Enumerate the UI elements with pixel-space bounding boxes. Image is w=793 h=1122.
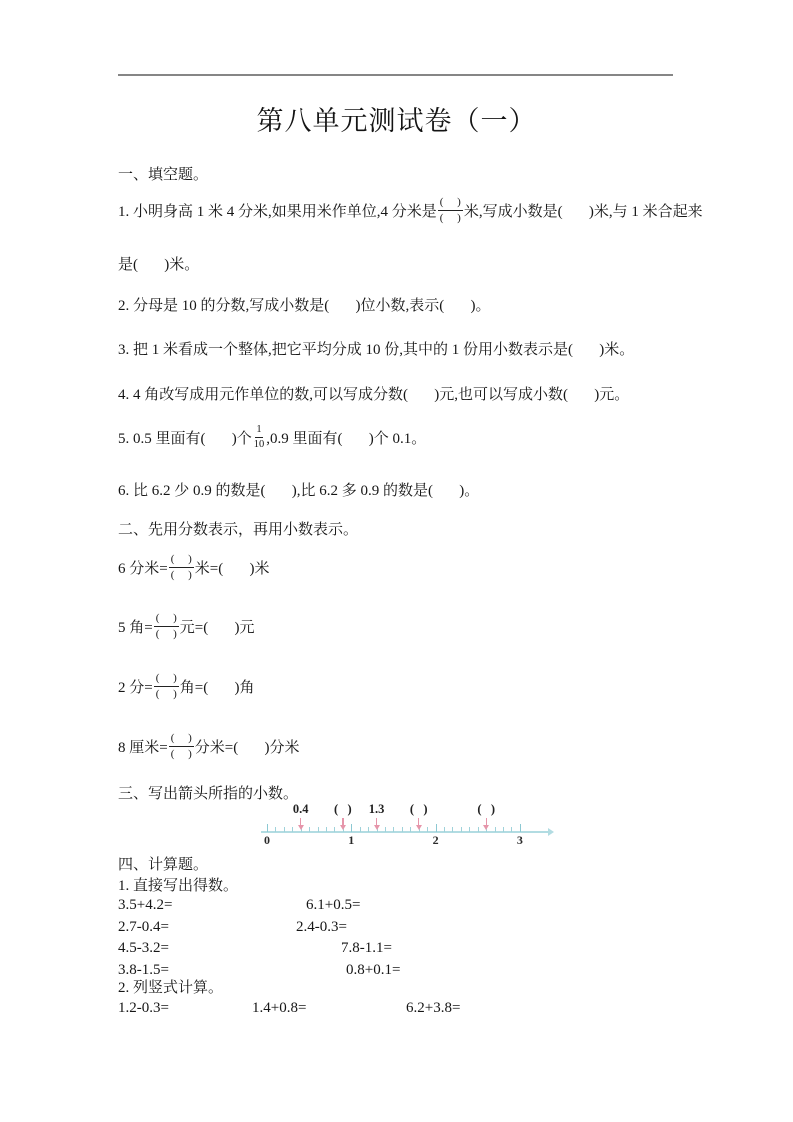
down-arrow-icon xyxy=(415,818,423,830)
axis-tick xyxy=(360,827,361,832)
axis-tick xyxy=(436,824,437,832)
conversion-post: 分米=( )分米 xyxy=(194,739,300,756)
axis-tick xyxy=(393,827,394,832)
axis-tick xyxy=(410,827,411,832)
calc-item: 1.2-0.3= xyxy=(118,1000,169,1016)
axis-tick xyxy=(292,827,293,832)
arrow-value-label: 1.3 xyxy=(368,802,385,816)
axis-tick xyxy=(267,824,268,832)
fraction-denominator-blank: ( ) xyxy=(170,569,192,581)
axis-tick xyxy=(318,827,319,832)
axis-tick xyxy=(503,827,504,832)
calc-item: 1.4+0.8= xyxy=(252,1000,307,1016)
question-4: 4. 4 角改写成用元作单位的数,可以写成分数( )元,也可以写成小数( )元。 xyxy=(118,387,630,403)
axis-tick xyxy=(309,827,310,832)
fraction-denominator: 10 xyxy=(253,439,265,450)
question-1-line1 xyxy=(118,192,703,228)
conversion-row-4 xyxy=(118,728,300,764)
calc-item: 2.4-0.3= xyxy=(296,919,347,935)
question-5-pre: 5. 0.5 里面有( )个 xyxy=(118,430,252,447)
axis-tick xyxy=(275,827,276,832)
question-5-post: ,0.9 里面有( )个 0.1。 xyxy=(266,430,427,447)
fraction-blank xyxy=(154,672,179,700)
calc-item: 3.8-1.5= xyxy=(118,962,169,978)
down-arrow-icon xyxy=(339,818,347,830)
number-line-figure xyxy=(261,800,561,848)
axis-tick xyxy=(469,827,470,832)
fraction-blank xyxy=(154,612,179,640)
axis-tick xyxy=(334,827,335,832)
axis-tick xyxy=(351,824,352,832)
conversion-row-2 xyxy=(118,608,255,644)
calc-item: 2.7-0.4= xyxy=(118,919,169,935)
axis-tick-label: 2 xyxy=(432,833,439,847)
question-1-post: 米,写成小数是( )米,与 1 米合起来 xyxy=(463,203,703,220)
conversion-pre: 5 角= xyxy=(118,619,153,636)
section4-sub2: 2. 列竖式计算。 xyxy=(118,980,224,996)
axis-tick xyxy=(444,827,445,832)
calc-item: 3.5+4.2= xyxy=(118,897,173,913)
conversion-pre: 2 分= xyxy=(118,679,153,696)
header-rule xyxy=(118,74,673,76)
axis-tick xyxy=(452,827,453,832)
question-3: 3. 把 1 米看成一个整体,把它平均分成 10 份,其中的 1 份用小数表示是( )米。 xyxy=(118,342,635,358)
calc-item: 7.8-1.1= xyxy=(341,940,392,956)
arrow-value-label: 0.4 xyxy=(292,802,309,816)
down-arrow-icon xyxy=(482,818,490,830)
fraction-denominator-blank: ( ) xyxy=(155,688,177,700)
axis-tick xyxy=(461,827,462,832)
question-1-pre: 1. 小明身高 1 米 4 分米,如果用米作单位,4 分米是 xyxy=(118,203,437,220)
axis-tick xyxy=(495,827,496,832)
fraction-numerator-blank: ( ) xyxy=(154,612,179,627)
section4-sub1: 1. 直接写出得数。 xyxy=(118,878,239,894)
fraction-denominator-blank: ( ) xyxy=(170,748,192,760)
axis-tick-label: 0 xyxy=(264,833,270,847)
axis-tick xyxy=(520,824,521,832)
axis-arrowhead-icon xyxy=(548,828,554,836)
calc-item: 6.1+0.5= xyxy=(306,897,361,913)
question-1-line2: 是( )米。 xyxy=(118,257,200,273)
fraction-denominator-blank: ( ) xyxy=(155,628,177,640)
conversion-pre: 8 厘米= xyxy=(118,739,168,756)
question-2: 2. 分母是 10 的分数,写成小数是( )位小数,表示( )。 xyxy=(118,298,491,314)
conversion-post: 米=( )米 xyxy=(194,560,270,577)
fraction-blank xyxy=(438,196,463,224)
axis-tick xyxy=(368,827,369,832)
page-title: 第八单元测试卷（一） xyxy=(256,106,537,136)
section2-heading: 二、先用分数表示，再用小数表示。 xyxy=(118,522,359,538)
conversion-post: 元=( )元 xyxy=(179,619,255,636)
question-6: 6. 比 6.2 少 0.9 的数是( ),比 6.2 多 0.9 的数是( )。 xyxy=(118,483,480,499)
conversion-post: 角=( )角 xyxy=(179,679,255,696)
calc-item: 0.8+0.1= xyxy=(346,962,401,978)
down-arrow-icon xyxy=(297,818,305,830)
section3-heading: 三、写出箭头所指的小数。 xyxy=(118,786,299,802)
section1-heading: 一、填空题。 xyxy=(118,167,209,183)
calc-item: 6.2+3.8= xyxy=(406,1000,461,1016)
fraction-one-tenth xyxy=(253,424,266,451)
fraction-numerator-blank: ( ) xyxy=(154,672,179,687)
fraction-numerator-blank: ( ) xyxy=(169,553,194,568)
fraction-blank xyxy=(169,732,194,760)
fraction-denominator-blank: ( ) xyxy=(439,212,461,224)
fraction-blank xyxy=(169,553,194,581)
axis-tick-label: 3 xyxy=(516,833,523,847)
number-line-axis xyxy=(261,831,549,833)
conversion-row-1 xyxy=(118,549,270,585)
conversion-pre: 6 分米= xyxy=(118,560,168,577)
question-5 xyxy=(118,419,426,455)
fraction-numerator: 1 xyxy=(255,424,262,439)
conversion-row-3 xyxy=(118,668,255,704)
fraction-numerator-blank: ( ) xyxy=(438,196,463,211)
axis-tick xyxy=(478,827,479,832)
arrow-value-label: ( ) xyxy=(334,802,352,816)
axis-tick xyxy=(427,827,428,832)
down-arrow-icon xyxy=(373,818,381,830)
arrow-value-label: ( ) xyxy=(409,802,428,816)
calc-item: 4.5-3.2= xyxy=(118,940,169,956)
axis-tick-label: 1 xyxy=(348,833,355,847)
axis-tick xyxy=(326,827,327,832)
axis-tick xyxy=(284,827,285,832)
fraction-numerator-blank: ( ) xyxy=(169,732,194,747)
axis-tick xyxy=(511,827,512,832)
section4-heading: 四、计算题。 xyxy=(118,857,209,873)
axis-tick xyxy=(385,827,386,832)
axis-tick xyxy=(402,827,403,832)
arrow-value-label: ( ) xyxy=(477,802,496,816)
